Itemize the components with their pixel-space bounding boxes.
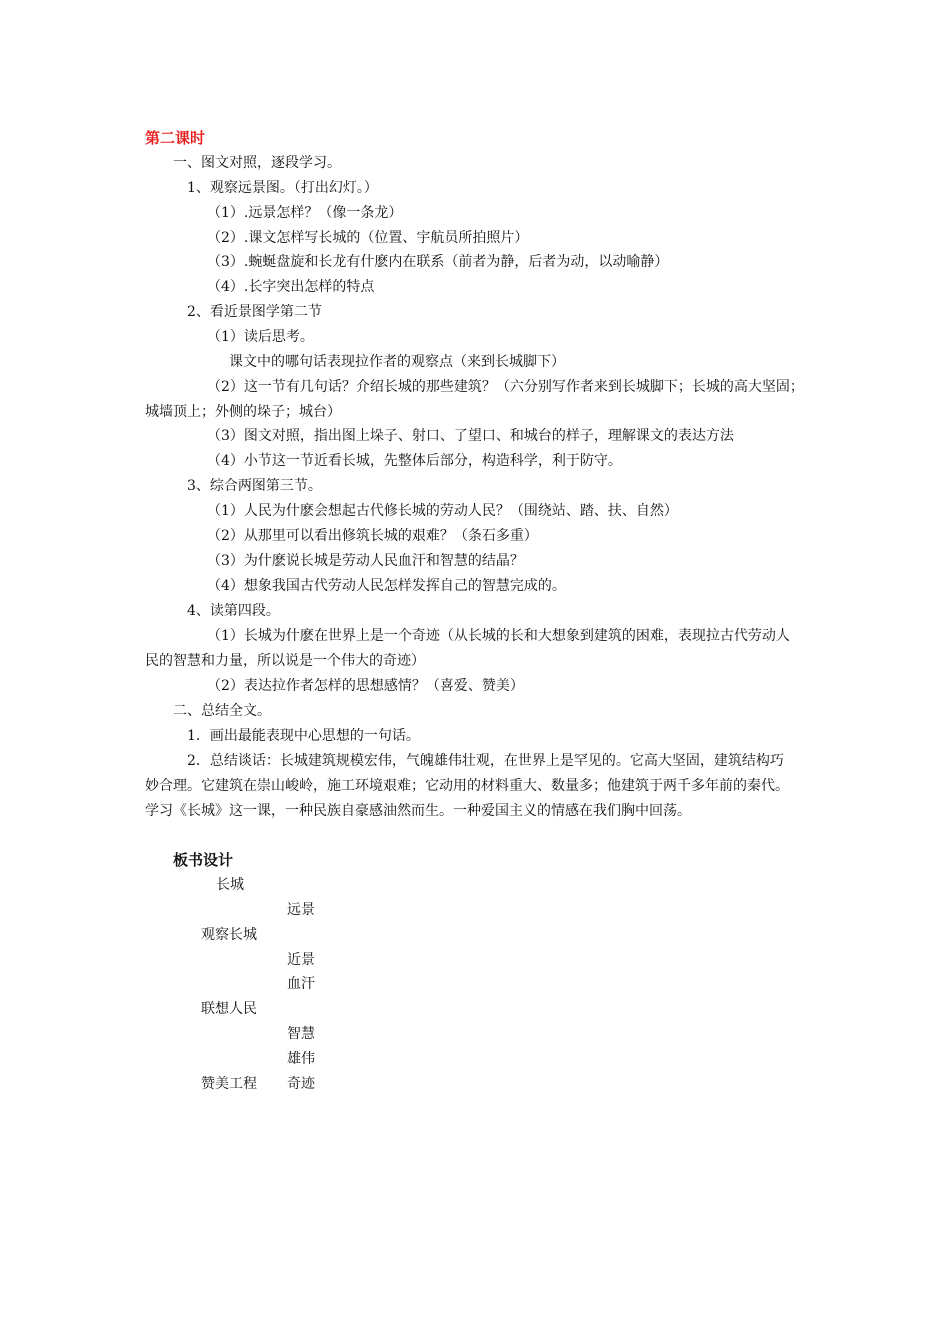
text-line: 妙合理。它建筑在崇山峻岭，施工环境艰难；它动用的材料重大、数量多；他建筑于两千多年前的秦代。 (145, 778, 789, 794)
text-line: 一、图文对照，逐段学习。 (173, 155, 341, 171)
text-line: （1）.远景怎样？（像一条龙） (207, 205, 403, 221)
text-line: 民的智慧和力量，所以说是一个伟大的奇迹） (145, 653, 425, 669)
text-line: （3）.蜿蜒盘旋和长龙有什麽内在联系（前者为静，后者为动，以动喻静） (207, 254, 669, 270)
board-item: 联想人民 (201, 1001, 257, 1017)
text-line: （4）想象我国古代劳动人民怎样发挥自己的智慧完成的。 (207, 578, 566, 594)
text-line: （1）人民为什麽会想起古代修长城的劳动人民？（围绕站、踏、扶、自然） (207, 503, 678, 519)
text-line: 2．总结谈话：长城建筑规模宏伟，气魄雄伟壮观，在世界上是罕见的。它高大坚固，建筑结构巧 (187, 753, 784, 769)
board-item: 智慧 (287, 1026, 315, 1042)
board-item: 近景 (287, 952, 315, 968)
text-line: （3）图文对照，指出图上垛子、射口、了望口、和城台的样子，理解课文的表达方法 (207, 428, 734, 444)
text-line: （2）.课文怎样写长城的（位置、宇航员所拍照片） (207, 230, 529, 246)
board-item: 奇迹 (287, 1076, 315, 1092)
text-line: （1）读后思考。 (207, 329, 314, 345)
text-line: 3、综合两图第三节。 (187, 478, 322, 494)
board-item: 赞美工程 (201, 1076, 257, 1092)
lesson-title: 第二课时 (145, 129, 206, 147)
text-line: 1．画出最能表现中心思想的一句话。 (187, 728, 420, 744)
text-line: 二、总结全文。 (173, 703, 271, 719)
text-line: （1）长城为什麽在世界上是一个奇迹（从长城的长和大想象到建筑的困难，表现拉古代劳动人 (207, 628, 790, 644)
board-item: 血汗 (287, 976, 315, 992)
board-item: 雄伟 (287, 1051, 315, 1067)
text-line: （4）.长字突出怎样的特点 (207, 279, 375, 295)
board-item: 观察长城 (201, 927, 257, 943)
board-item: 长城 (216, 877, 244, 893)
text-line: 4、读第四段。 (187, 603, 280, 619)
board-item: 远景 (287, 902, 315, 918)
text-line: 学习《长城》这一课，一种民族自豪感油然而生。一种爱国主义的情感在我们胸中回荡。 (145, 803, 691, 819)
text-line: 2、看近景图学第二节 (187, 304, 322, 320)
text-line: （4）小节这一节近看长城，先整体后部分，构造科学，利于防守。 (207, 453, 622, 469)
text-line: （2）从那里可以看出修筑长城的艰难？（条石多重） (207, 528, 538, 544)
text-line: 城墙顶上；外侧的垛子；城台） (145, 404, 341, 420)
text-line: （2）这一节有几句话？介绍长城的那些建筑？（六分别写作者来到长城脚下；长城的高大坚固； (207, 379, 804, 395)
board-title: 板书设计 (173, 851, 234, 869)
text-line: 1、观察远景图。（打出幻灯。） (187, 180, 378, 196)
text-line: （3）为什麽说长城是劳动人民血汗和智慧的结晶？ (207, 553, 524, 569)
text-line: 课文中的哪句话表现拉作者的观察点（来到长城脚下） (229, 354, 565, 370)
text-line: （2）表达拉作者怎样的思想感情？（喜爱、赞美） (207, 678, 524, 694)
